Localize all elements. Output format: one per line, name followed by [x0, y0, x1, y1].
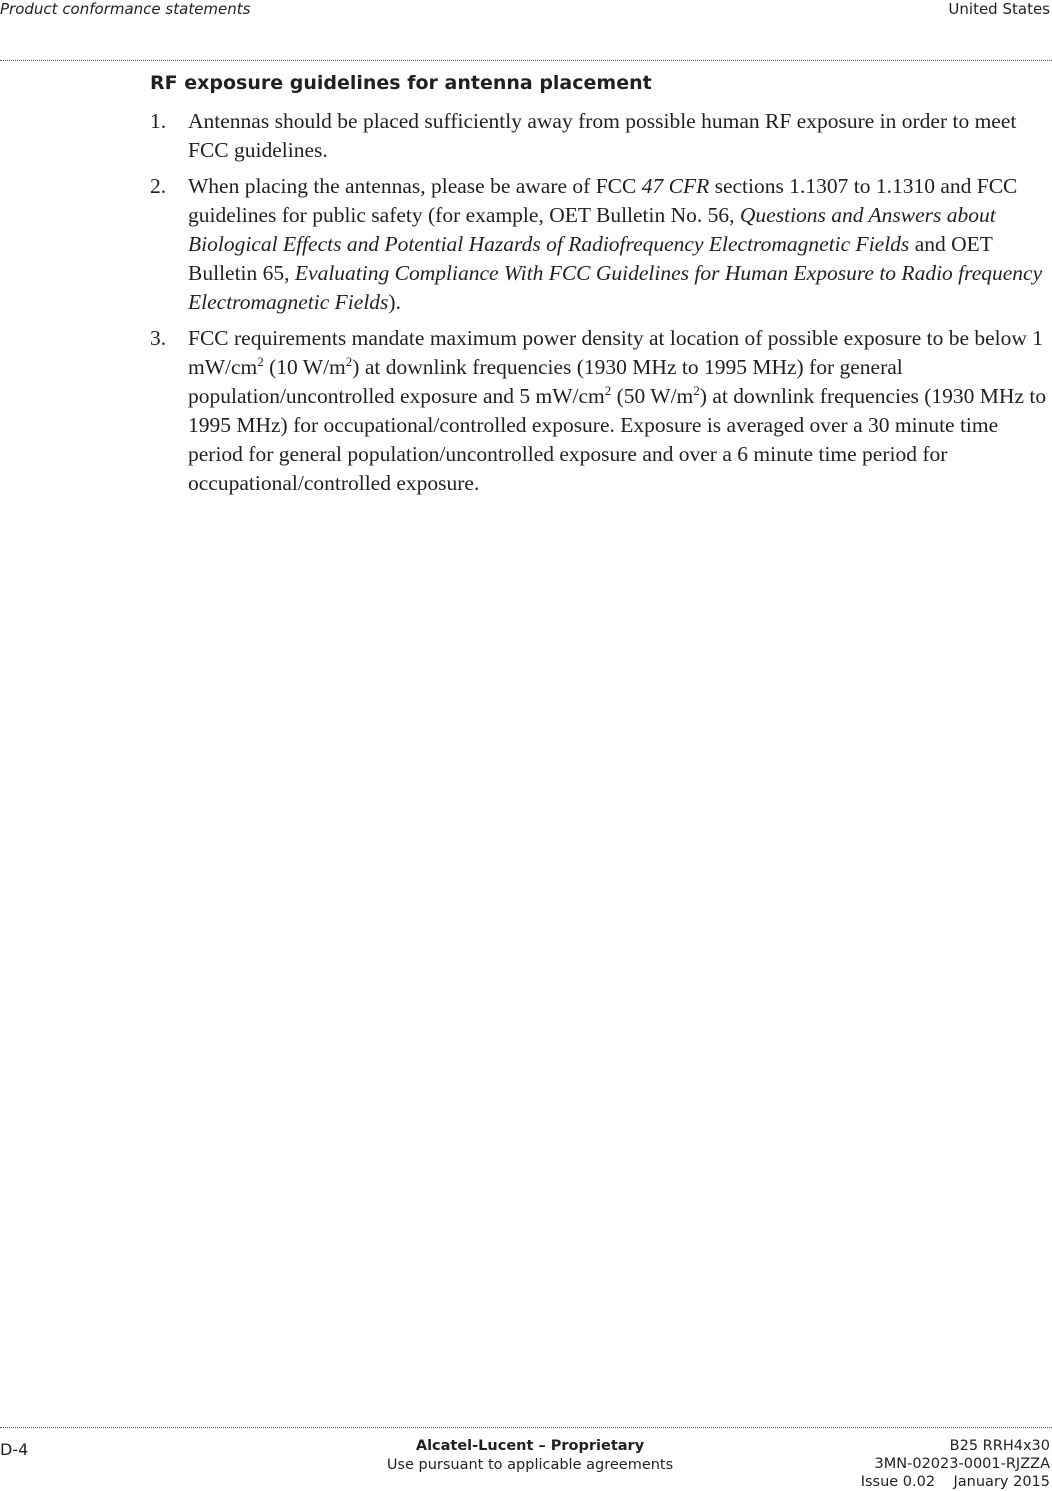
text-run: (50 W/m: [611, 384, 694, 408]
superscript: 2: [693, 383, 700, 398]
text-run: (10 W/m: [263, 355, 346, 379]
header-chapter-title: Product conformance statements: [0, 0, 251, 18]
bulletin-65-title: Evaluating Compliance With FCC Guidelines for Human Exposure to Radio frequency Electromagnetic Fields: [188, 261, 1043, 314]
text-run: FCC requirements mandate maximum power density at location of possible exposure to be below 1 mW/cm: [188, 326, 1044, 379]
proprietary-label: Alcatel-Lucent – Proprietary: [415, 1438, 645, 1454]
page-header: [0, 0, 1052, 22]
footer-dotted-rule: [0, 1427, 1052, 1428]
bulletin-56-title: Questions and Answers about Biological Effects and Potential Hazards of Radiofrequency Electromagnetic Fields: [188, 203, 996, 256]
superscript: 2: [257, 354, 264, 369]
list-item-2: [150, 172, 1050, 317]
footer-proprietary-notice: [330, 1437, 730, 1475]
superscript: 2: [604, 383, 612, 398]
usage-notice: Use pursuant to applicable agreements: [386, 1457, 674, 1473]
list-item-text: [188, 174, 1042, 314]
page-number: D-4: [0, 1440, 29, 1459]
text-run: ) at downlink frequencies (1930 MHz to 1995 MHz) for general population/uncontrolled exposure and 5 mW/cm: [188, 355, 903, 408]
list-item-text: Antennas should be placed sufficiently away from possible human RF exposure in order to meet FCC guidelines.: [188, 109, 1017, 162]
text-run: sections 1.1307 to 1.1310 and FCC guidelines for public safety (for example, OET Bulletin No. 56,: [188, 174, 1018, 227]
text-run: When placing the antennas, please be aware of FCC: [188, 174, 642, 198]
product-name: B25 RRH4x30: [949, 1438, 1050, 1454]
issue-date: Issue 0.02 January 2015: [860, 1474, 1050, 1490]
superscript: 2: [345, 354, 353, 369]
list-number: 2.: [150, 174, 167, 198]
text-run: ) at downlink frequencies (1930 MHz to 1995 MHz) for occupational/controlled exposure. Exposure is averaged over a 30 minute time period for general population/uncontrolled exposure and over a 6 minute time period for occupational/controlled exposure.: [188, 384, 1047, 495]
document-number: 3MN-02023-0001-RJZZA: [874, 1456, 1050, 1472]
header-region: United States: [948, 0, 1050, 18]
list-item-text: [188, 326, 1046, 495]
section-heading: RF exposure guidelines for antenna placement: [150, 72, 652, 94]
text-run: ).: [388, 290, 401, 314]
list-item-3: [150, 324, 1050, 498]
list-item-1: [150, 107, 1050, 165]
header-dotted-rule: [0, 60, 1052, 61]
list-number: 3.: [150, 326, 167, 350]
cfr-reference: 47 CFR: [641, 174, 710, 198]
footer-document-info: [861, 1437, 1050, 1491]
guidelines-list: [150, 107, 1050, 505]
text-run: and OET Bulletin 65,: [188, 232, 993, 285]
list-number: 1.: [150, 109, 167, 133]
